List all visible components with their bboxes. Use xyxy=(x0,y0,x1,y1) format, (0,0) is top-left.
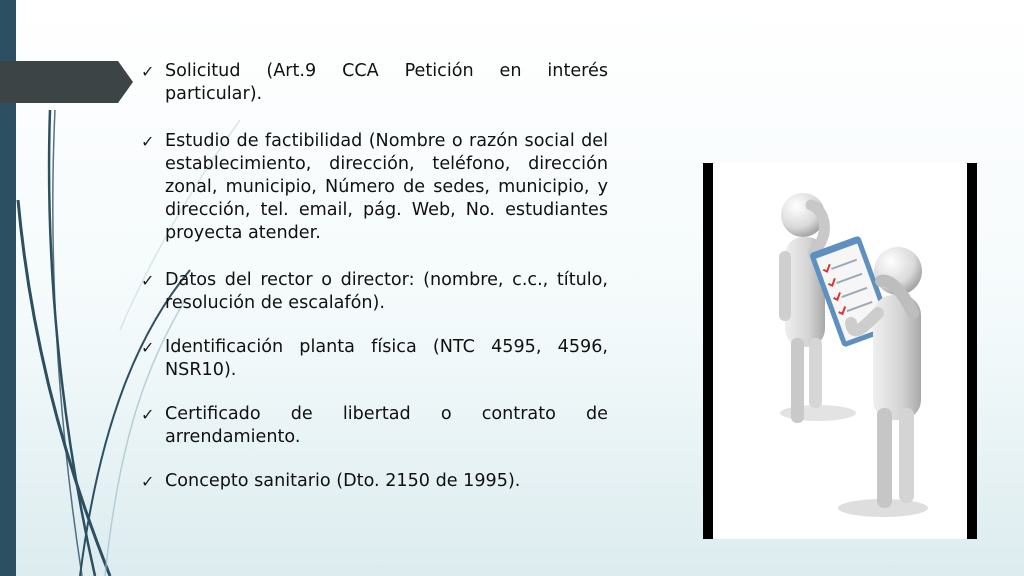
illustration-frame xyxy=(703,163,977,539)
bullet-concepto-sanitario xyxy=(138,470,608,493)
bullet-text: Estudio de factibilidad (Nombre o razón social del establecimiento, dirección, teléfono, dirección zonal, municipio, Número de sedes, municipio, y dirección, tel. email, pág. Web, No. estudiantes proyecta atender. xyxy=(165,131,608,243)
bullet-text: Datos del rector o director: (nombre, c.c., título, resolución de escalafón). xyxy=(165,270,608,313)
bullet-content xyxy=(138,60,608,493)
bullet-text: Identificación planta física (NTC 4595, 4596, NSR10). xyxy=(165,337,608,380)
title-tab-shape xyxy=(0,61,133,103)
bullet-solicitud xyxy=(138,60,608,106)
check-icon: ✓ xyxy=(141,472,155,491)
illustration-figures-clipboard xyxy=(713,163,967,539)
bullet-estudio-factibilidad xyxy=(138,130,608,245)
check-icon: ✓ xyxy=(141,338,155,357)
bullet-certificado xyxy=(138,403,608,449)
bullet-text: Solicitud (Art.9 CCA Petición en interés particular). xyxy=(165,61,608,104)
figures-clipboard-icon xyxy=(713,163,967,539)
check-icon: ✓ xyxy=(141,271,155,290)
check-icon: ✓ xyxy=(141,405,155,424)
bullet-text: Concepto sanitario (Dto. 2150 de 1995). xyxy=(165,471,521,491)
check-icon: ✓ xyxy=(141,132,155,151)
bullet-datos-rector xyxy=(138,269,608,315)
check-icon: ✓ xyxy=(141,62,155,81)
bullet-list xyxy=(138,60,608,493)
bullet-text: Certificado de libertad o contrato de arrendamiento. xyxy=(165,404,608,447)
bullet-planta-fisica xyxy=(138,336,608,382)
